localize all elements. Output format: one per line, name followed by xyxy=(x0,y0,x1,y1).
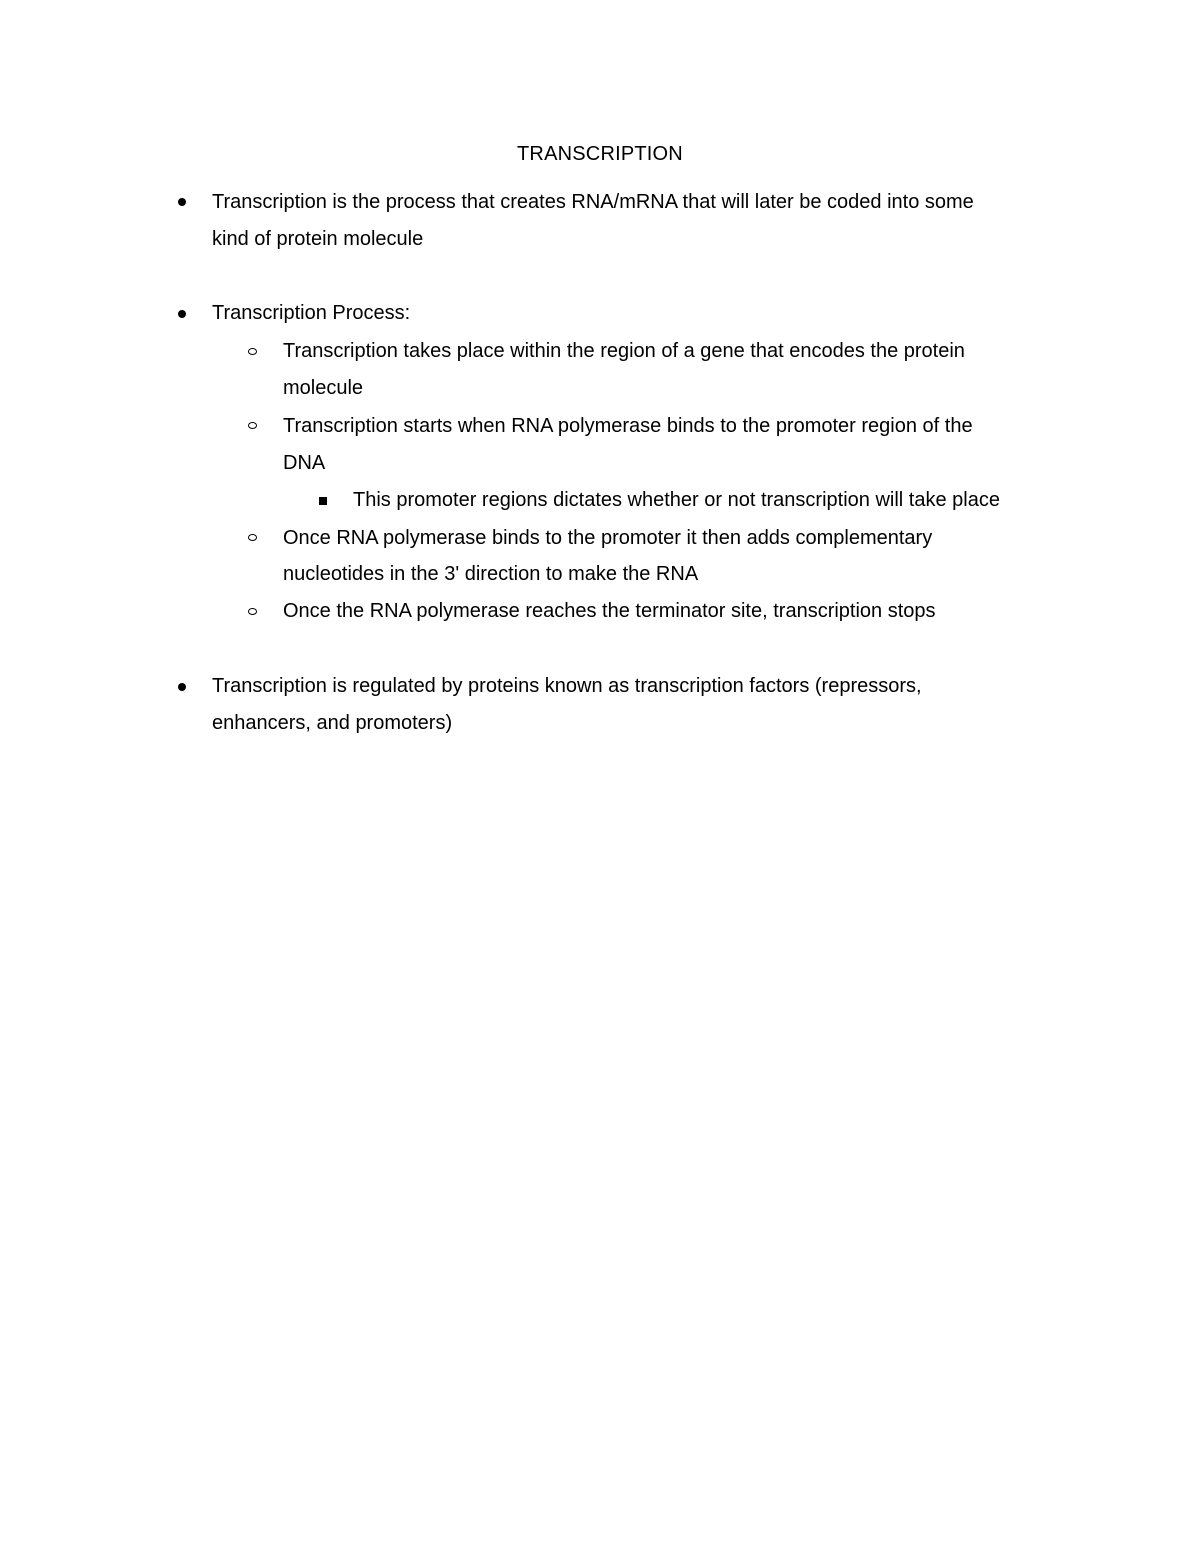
list-item-text: Transcription takes place within the region of a gene that encodes the protein xyxy=(283,340,965,362)
bullet-disc xyxy=(178,198,186,206)
bullet-circle xyxy=(248,608,257,615)
bullet-circle xyxy=(248,422,257,429)
bullet-circle xyxy=(248,534,257,541)
list-item-text: Transcription is the process that creates RNA/mRNA that will later be coded into some xyxy=(212,191,974,213)
list-item-text: This promoter regions dictates whether or not transcription will take place xyxy=(353,489,1000,511)
list-item-text: kind of protein molecule xyxy=(212,228,424,250)
bullet-circle xyxy=(248,348,257,355)
list-item-text: molecule xyxy=(283,377,364,399)
list-item-text: Transcription Process: xyxy=(212,302,411,324)
list-item-text: enhancers, and promoters) xyxy=(212,712,453,734)
bullet-disc xyxy=(178,310,186,318)
list-item-text: Once the RNA polymerase reaches the terminator site, transcription stops xyxy=(283,600,936,622)
bullet-square xyxy=(319,497,327,505)
bullet-disc xyxy=(178,683,186,691)
list-item-text: nucleotides in the 3' direction to make the RNA xyxy=(283,563,699,585)
page-title: TRANSCRIPTION xyxy=(517,143,683,165)
list-item-text: Transcription is regulated by proteins known as transcription factors (repressors, xyxy=(212,675,922,697)
list-item-text: DNA xyxy=(283,452,326,474)
list-item-text: Once RNA polymerase binds to the promoter it then adds complementary xyxy=(283,527,933,549)
list-item-text: Transcription starts when RNA polymerase binds to the promoter region of the xyxy=(283,415,973,437)
